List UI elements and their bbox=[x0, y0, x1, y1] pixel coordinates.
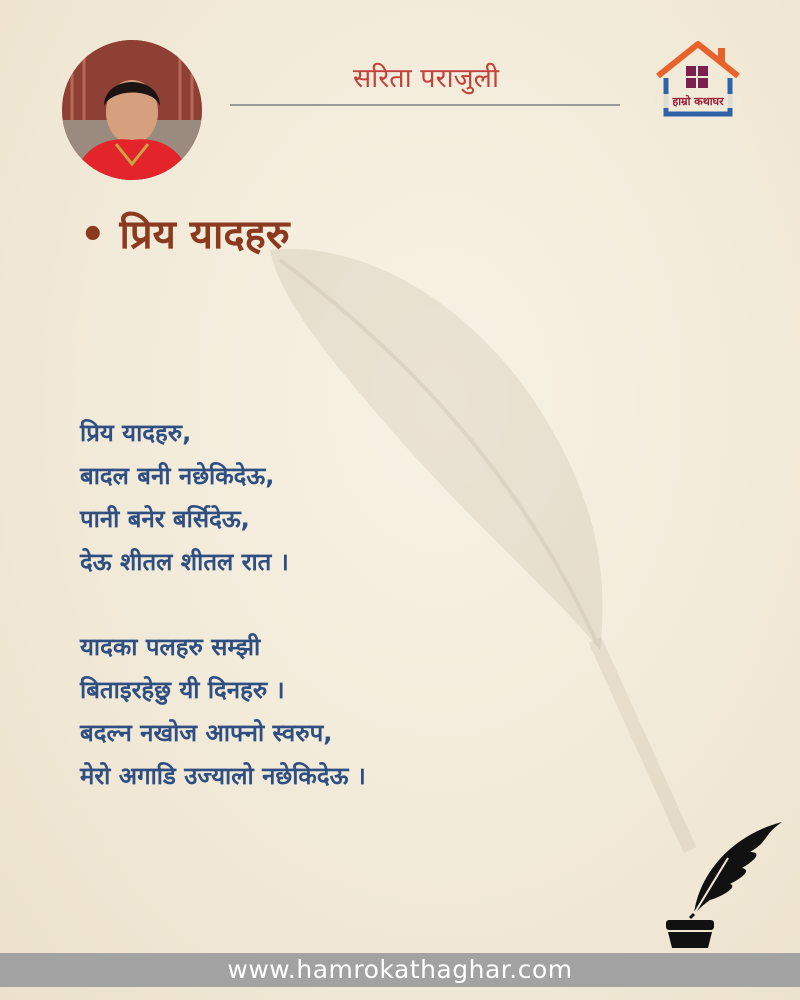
poem-title-text: प्रिय यादहरु bbox=[119, 212, 290, 258]
author-avatar bbox=[62, 40, 202, 180]
title-bullet-icon: • bbox=[80, 212, 106, 258]
website-url[interactable]: www.hamrokathaghar.com bbox=[0, 953, 800, 987]
hamro-kathaghar-logo bbox=[650, 38, 746, 122]
poem-line: देऊ शीतल शीतल रात । bbox=[80, 548, 289, 576]
poem-line: बदल्न नखोज आफ्नो स्वरुप, bbox=[80, 719, 333, 747]
poem-line: बादल बनी नछेकिदेऊ, bbox=[80, 462, 275, 490]
poem-line: पानी बनेर बर्सिदेऊ, bbox=[80, 505, 250, 533]
quill-inkpot-icon bbox=[658, 818, 788, 950]
logo-text: हाम्रो कथाघर bbox=[672, 95, 724, 108]
stanza-gap bbox=[80, 584, 366, 626]
poem-line: मेरो अगाडि उज्यालो नछेकिदेऊ । bbox=[80, 762, 366, 790]
poem-line: बिताइरहेछु यी दिनहरु । bbox=[80, 676, 285, 704]
poem-line: यादका पलहरु सम्झी bbox=[80, 633, 261, 661]
poem-body bbox=[80, 412, 366, 798]
poem-line: प्रिय यादहरु, bbox=[80, 419, 192, 447]
poem-title bbox=[80, 205, 290, 260]
divider bbox=[230, 104, 620, 106]
author-name: सरिता पराजुली bbox=[353, 63, 499, 94]
